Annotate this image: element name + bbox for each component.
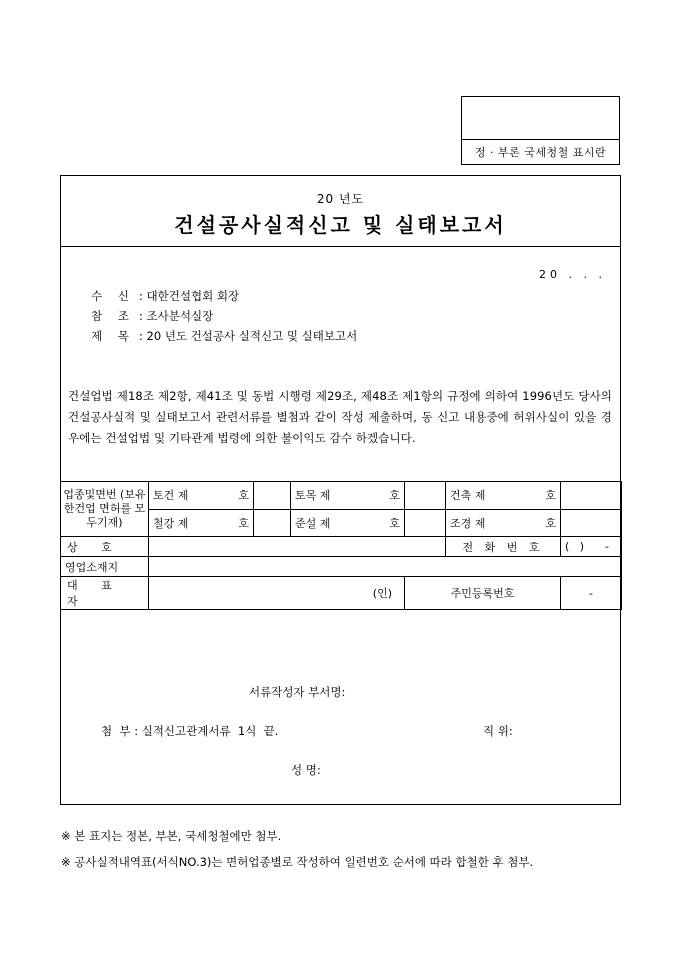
subject-line <box>91 328 357 344</box>
attachment-value: : 실적신고관계서류 1식 끝. <box>134 724 279 738</box>
seal-mark: (인) <box>372 587 392 600</box>
subject-value: : 20 년도 건설공사 실적신고 및 실태보고서 <box>139 329 358 343</box>
license-extra-cell[interactable] <box>254 509 291 537</box>
license-cell[interactable]: 토목 제 호 <box>291 482 405 510</box>
form-title: 건설공사실적신고 및 실태보고서 <box>174 213 507 237</box>
attachment-label: 첨 부 <box>101 724 131 738</box>
reference-line <box>91 308 213 324</box>
reference-value: : 조사분석실장 <box>139 309 214 323</box>
company-info-table <box>60 481 622 610</box>
representative-field[interactable] <box>149 577 405 610</box>
license-cell[interactable]: 조경 제 호 <box>446 509 561 537</box>
license-cell[interactable]: 철강 제 호 <box>149 509 254 537</box>
note-2: ※ 공사실적내역표(서식NO.3)는 면허업종별로 작성하여 일련번호 순서에 따라 합철한 후 첨부. <box>61 855 534 869</box>
report-date: 20 . . . <box>539 268 606 281</box>
recipient-value: : 대한건설협회 회장 <box>139 289 240 303</box>
license-class-label: 업종및면번 (보유한건업 면허를 모두기재) <box>61 482 149 537</box>
office-mark-box <box>461 96 620 165</box>
phone-field[interactable]: ( ) - <box>561 537 622 557</box>
license-extra-cell[interactable] <box>405 482 446 510</box>
license-extra-cell[interactable] <box>254 482 291 510</box>
reference-label: 참 조 <box>91 309 135 323</box>
declaration-text: 건설업법 제18조 제2항, 제41조 및 동법 시행령 제29조, 제48조 제1항의 규정에 의하여 1996년도 당사의 건설공사실적 및 실태보고서 관련서류를 별첨과 같이 작성 제출하며, 동 신고 내용중에 허위사실이 있을 경우에는 건설업법 및 기타관계 법령에 의한 불이익도 감수 하겠습니다. <box>68 389 612 445</box>
report-year: 20 년도 <box>316 192 365 206</box>
company-name-label: 상 호 <box>61 537 149 557</box>
report-form <box>60 175 621 805</box>
subject-label: 제 목 <box>91 329 135 343</box>
form-header <box>61 176 620 247</box>
address-field[interactable] <box>149 557 622 577</box>
license-extra-cell[interactable] <box>561 509 622 537</box>
recipient-line <box>91 288 239 304</box>
license-extra-cell[interactable] <box>561 482 622 510</box>
mark-area <box>462 97 619 140</box>
position-field: 직 위: <box>483 724 513 738</box>
license-cell[interactable]: 준설 제 호 <box>291 509 405 537</box>
writer-line: 서류작성자 부서명: <box>249 685 346 699</box>
note-1: ※ 본 표지는 정본, 부본, 국세청철에만 첨부. <box>61 829 282 843</box>
company-name-field[interactable] <box>149 537 446 557</box>
rrn-label: 주민등록번호 <box>405 577 561 610</box>
license-cell[interactable]: 건축 제 호 <box>446 482 561 510</box>
recipient-label: 수 신 <box>91 289 135 303</box>
name-field: 성 명: <box>291 763 321 777</box>
rrn-field[interactable]: - <box>561 577 622 610</box>
license-extra-cell[interactable] <box>405 509 446 537</box>
phone-label: 전 화 번 호 <box>446 537 561 557</box>
attachment-line <box>101 723 278 739</box>
representative-label: 대 표 자 <box>61 577 149 610</box>
license-cell[interactable]: 토건 제 호 <box>149 482 254 510</box>
address-label: 영업소재지 <box>61 557 149 577</box>
mark-label: 정 · 부론 국세청철 표시란 <box>474 146 607 159</box>
